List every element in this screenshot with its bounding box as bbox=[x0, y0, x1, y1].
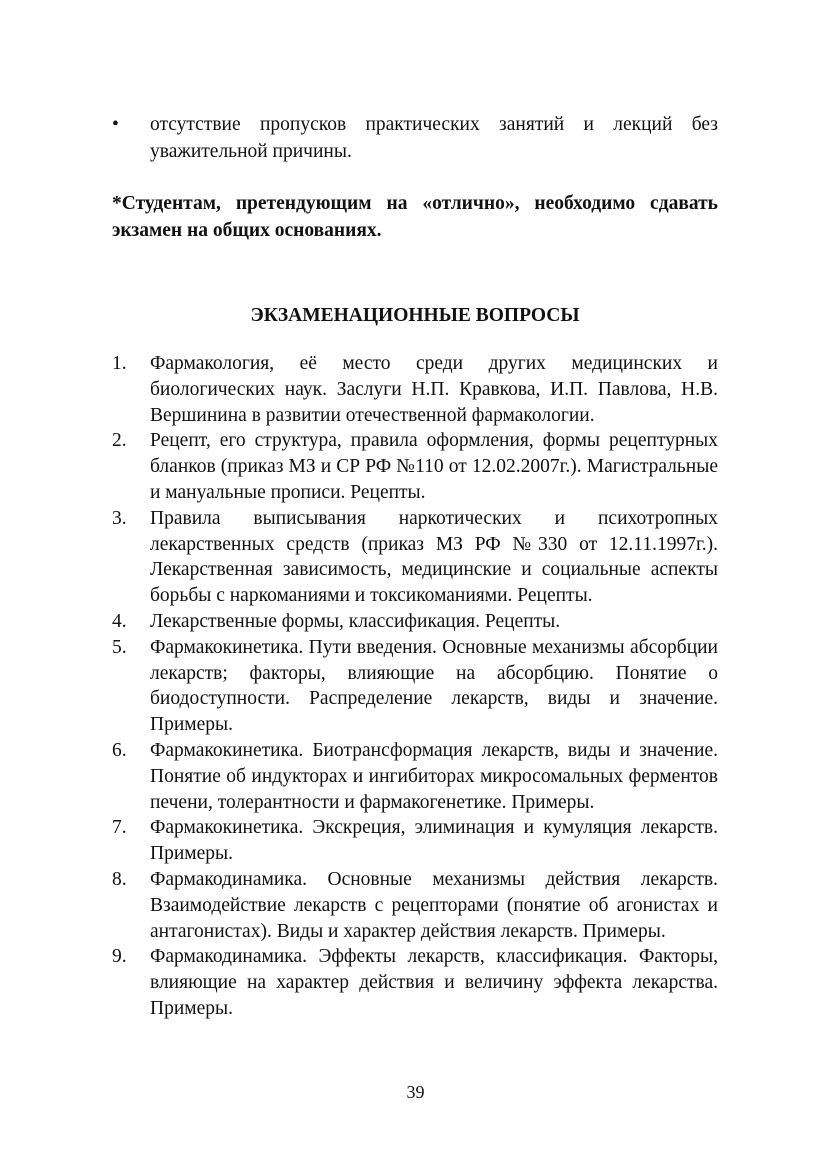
exam-question-8 bbox=[112, 867, 718, 944]
question-text: Фармакология, её место среди других медицинских и биологических наук. Заслуги Н.П. Кравкова, И.П. Павлова, Н.В. Вершинина в развитии отечественной фармакологии. bbox=[150, 353, 718, 426]
exam-questions-list bbox=[112, 351, 718, 1022]
question-text: Фармакокинетика. Пути введения. Основные механизмы абсорбции лекарств; факторы, влияющие на абсорбцию. Понятие о биодоступности. Распределение лекарств, виды и значение. Примеры. bbox=[150, 636, 718, 736]
question-number: 9. bbox=[112, 946, 127, 968]
document-page bbox=[112, 112, 718, 1112]
requirement-bullet-item bbox=[112, 112, 718, 165]
question-text: Фармакокинетика. Экскреция, элиминация и кумуляция лекарств. Примеры. bbox=[150, 817, 718, 865]
exam-question-5 bbox=[112, 635, 718, 738]
question-number: 5. bbox=[112, 636, 127, 658]
question-text: Лекарственные формы, классификация. Рецепты. bbox=[150, 610, 561, 632]
question-text: Правила выписывания наркотических и психотропных лекарственных средств (приказ МЗ РФ №330 от 12.11.1997г.). Лекарственная зависимость, медицинские и социальные аспекты борьбы с наркоманиями и токсикоманиями. Рецепты. bbox=[150, 507, 718, 607]
excellent-grade-note: *Студентам, претендующим на «отлично», необходимо сдавать экзамен на общих основаниях. bbox=[112, 193, 718, 241]
exam-question-2 bbox=[112, 428, 718, 505]
question-text: Фармакодинамика. Эффекты лекарств, классификация. Факторы, влияющие на характер действия и величину эффекта лекарства. Примеры. bbox=[150, 946, 718, 1019]
question-number: 1. bbox=[112, 353, 127, 374]
exam-question-4 bbox=[112, 609, 718, 635]
question-number: 3. bbox=[112, 507, 127, 529]
question-number: 6. bbox=[112, 739, 127, 761]
section-title: ЭКЗАМЕНАЦИОННЫЕ ВОПРОСЫ bbox=[250, 305, 580, 326]
exam-question-6 bbox=[112, 738, 718, 815]
question-text: Фармакокинетика. Биотрансформация лекарств, виды и значение. Понятие об индукторах и ингибиторах микросомальных ферментов печени, толерантности и фармакогенетике. Примеры. bbox=[150, 739, 718, 813]
question-number: 7. bbox=[112, 817, 127, 839]
question-text: Рецепт, его структура, правила оформления, формы рецептурных бланков (приказ МЗ и СР РФ №110 от 12.02.2007г.). Магистральные и мануальные прописи. Рецепты. bbox=[150, 430, 718, 503]
exam-question-1 bbox=[112, 351, 718, 428]
question-number: 4. bbox=[112, 610, 127, 632]
exam-question-9 bbox=[112, 944, 718, 1021]
requirement-text: отсутствие пропусков практических занятий и лекций без уважительной причины. bbox=[150, 114, 718, 162]
bullet-icon: • bbox=[112, 114, 119, 135]
exam-question-3 bbox=[112, 506, 718, 609]
page-number: 39 bbox=[406, 1082, 425, 1102]
question-text: Фармакодинамика. Основные механизмы действия лекарств. Взаимодействие лекарств с рецепторами (понятие об агонистах и антагонистах). Виды и характер действия лекарств. Примеры. bbox=[150, 868, 718, 942]
exam-question-7 bbox=[112, 815, 718, 867]
question-number: 8. bbox=[112, 868, 127, 890]
question-number: 2. bbox=[112, 430, 127, 452]
